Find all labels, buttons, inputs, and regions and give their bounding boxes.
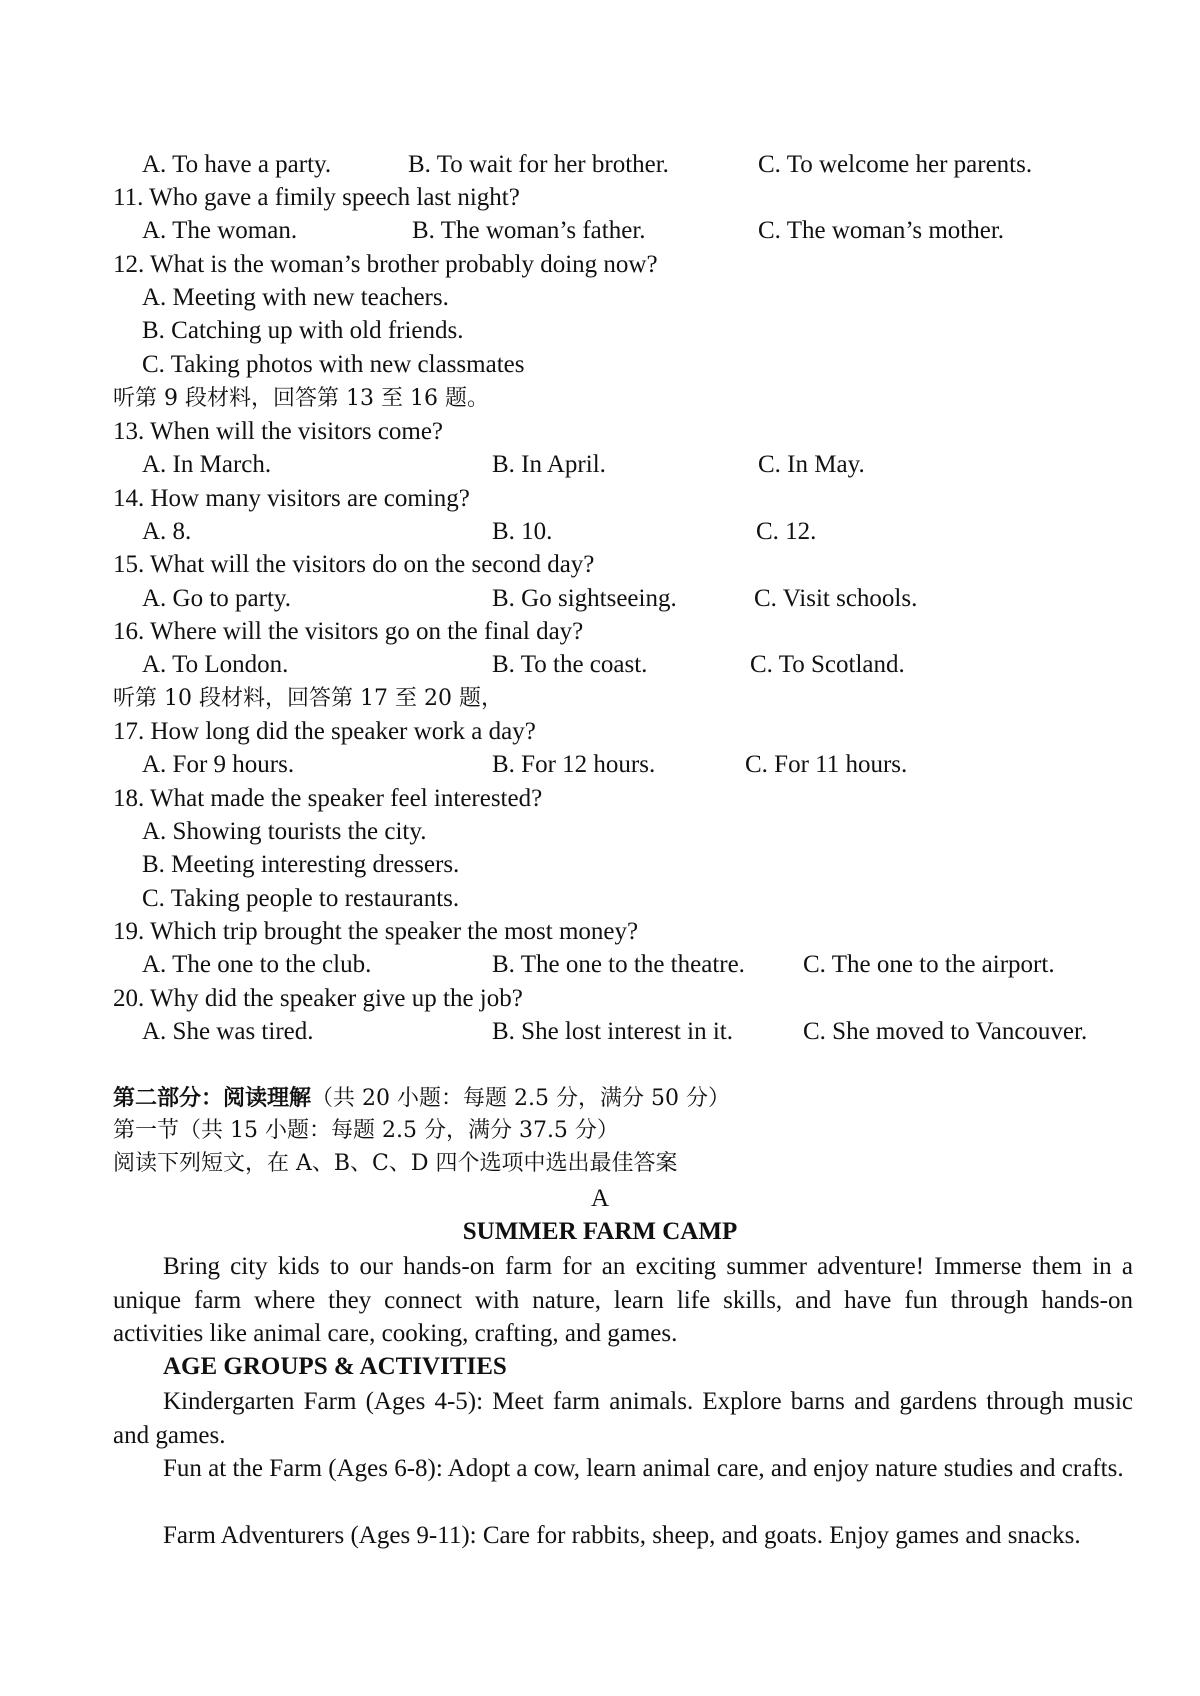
q19-option-b: B. The one to the theatre. <box>492 951 745 978</box>
reading-instruction: 阅读下列短文，在 A、B、C、D 四个选项中选出最佳答案 <box>113 1151 678 1176</box>
q18-option-c: C. Taking people to restaurants. <box>142 885 460 912</box>
q19-option-c: C. The one to the airport. <box>803 951 1055 978</box>
q20-question: 20. Why did the speaker give up the job? <box>113 985 523 1012</box>
q18-question: 18. What made the speaker feel interested? <box>113 785 543 812</box>
section-9-instruction: 听第 9 段材料，回答第 13 至 16 题。 <box>113 386 489 411</box>
q14-question: 14. How many visitors are coming? <box>113 485 470 512</box>
section-1-header: 第一节（共 15 小题：每题 2.5 分，满分 37.5 分） <box>113 1118 619 1143</box>
q13-option-b: B. In April. <box>492 451 606 478</box>
q17-question: 17. How long did the speaker work a day? <box>113 718 536 745</box>
kindergarten-farm-paragraph: Kindergarten Farm (Ages 4-5): Meet farm animals. Explore barns and gardens through music and games. <box>113 1388 1133 1449</box>
q18-option-b: B. Meeting interesting dressers. <box>142 851 460 878</box>
part-2-scoring: （共 20 小题：每题 2.5 分，满分 50 分） <box>311 1086 730 1111</box>
q13-option-a: A. In March. <box>142 451 272 478</box>
age-groups-heading: AGE GROUPS & ACTIVITIES <box>163 1353 507 1380</box>
q18-option-a: A. Showing tourists the city. <box>142 818 427 845</box>
farm-adventurers-paragraph: Farm Adventurers (Ages 9-11): Care for rabbits, sheep, and goats. Enjoy games and snacks. <box>163 1522 1081 1549</box>
q20-option-b: B. She lost interest in it. <box>492 1018 733 1045</box>
q15-question: 15. What will the visitors do on the second day? <box>113 551 595 578</box>
q16-question: 16. Where will the visitors go on the final day? <box>113 618 584 645</box>
q19-option-a: A. The one to the club. <box>142 951 372 978</box>
q16-option-b: B. To the coast. <box>492 651 648 678</box>
q11-option-b: B. The woman’s father. <box>412 217 646 244</box>
q17-option-b: B. For 12 hours. <box>492 751 656 778</box>
q12-question: 12. What is the woman’s brother probably doing now? <box>113 251 658 278</box>
q16-option-c: C. To Scotland. <box>750 651 905 678</box>
q14-option-a: A. 8. <box>142 518 192 545</box>
q13-option-c: C. In May. <box>758 451 865 478</box>
q16-option-a: A. To London. <box>142 651 289 678</box>
q10-option-a: A. To have a party. <box>142 151 332 178</box>
q11-option-a: A. The woman. <box>142 217 298 244</box>
q15-option-c: C. Visit schools. <box>754 585 918 612</box>
q14-option-c: C. 12. <box>756 518 817 545</box>
q13-question: 13. When will the visitors come? <box>113 418 444 445</box>
passage-intro: Bring city kids to our hands-on farm for an exciting summer adventure! Immerse them in a unique farm where they connect with nature, learn life skills, and have fun through hands-on activities like animal care, cooking, crafting, and games. <box>113 1253 1133 1347</box>
passage-letter: A <box>590 1185 610 1212</box>
fun-at-the-farm-paragraph: Fun at the Farm (Ages 6-8): Adopt a cow, learn animal care, and enjoy nature studies and crafts. <box>163 1455 1124 1482</box>
q10-option-c: C. To welcome her parents. <box>758 151 1033 178</box>
passage-title: SUMMER FARM CAMP <box>462 1218 738 1245</box>
q17-option-c: C. For 11 hours. <box>745 751 908 778</box>
q14-option-b: B. 10. <box>492 518 553 545</box>
q19-question: 19. Which trip brought the speaker the most money? <box>113 918 639 945</box>
q12-option-c: C. Taking photos with new classmates <box>142 351 525 378</box>
q12-option-b: B. Catching up with old friends. <box>142 317 464 344</box>
q17-option-a: A. For 9 hours. <box>142 751 295 778</box>
section-10-instruction: 听第 10 段材料，回答第 17 至 20 题， <box>113 686 503 711</box>
q20-option-c: C. She moved to Vancouver. <box>803 1018 1088 1045</box>
q20-option-a: A. She was tired. <box>142 1018 314 1045</box>
q11-question: 11. Who gave a fimily speech last night? <box>113 184 520 211</box>
part-2-header <box>113 1083 730 1114</box>
q11-option-c: C. The woman’s mother. <box>758 217 1005 244</box>
q15-option-a: A. Go to party. <box>142 585 292 612</box>
q12-option-a: A. Meeting with new teachers. <box>142 284 449 311</box>
q10-option-b: B. To wait for her brother. <box>408 151 669 178</box>
q15-option-b: B. Go sightseeing. <box>492 585 677 612</box>
part-2-title: 第二部分：阅读理解 <box>113 1085 312 1111</box>
